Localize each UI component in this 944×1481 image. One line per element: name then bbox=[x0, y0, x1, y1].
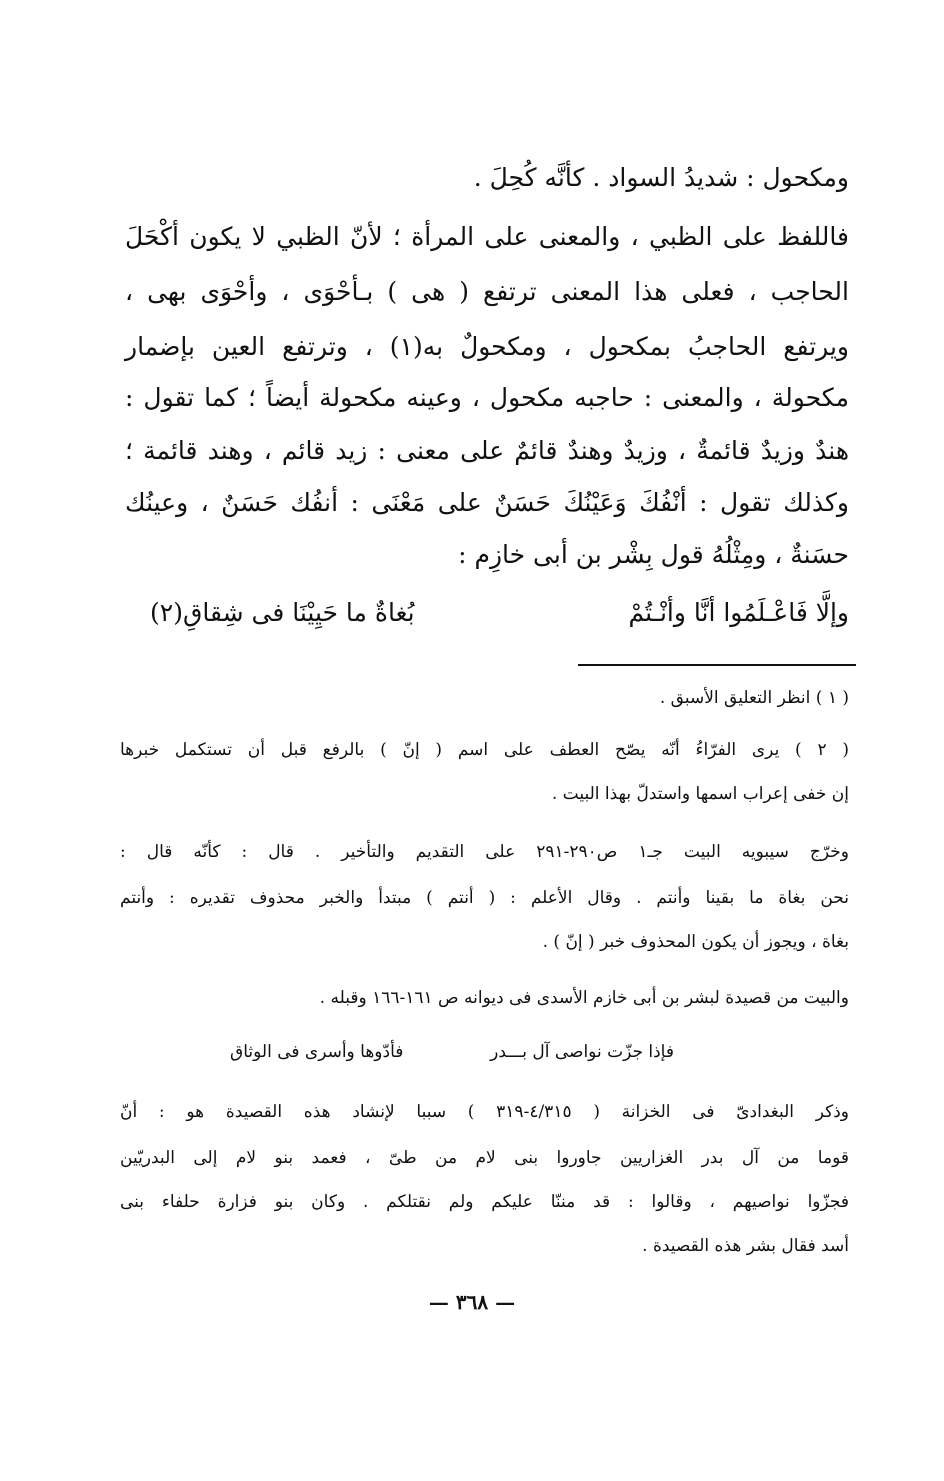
note-para-2: والبيت من قصيدة لبشر بن أبى خازم الأسدى فى ديوانه ص ١٦١-١٦٦ وقبله . bbox=[319, 988, 849, 1008]
footnote-2-line-2: إن خفى إعراب اسمها واستدلّ بهذا البيت . bbox=[551, 784, 849, 804]
main-line-6: هندٌ وزيدٌ قائمةٌ ، وزيدٌ وهندٌ قائمٌ على معنى : زيد قائم ، وهند قائمة ؛ bbox=[125, 436, 849, 465]
verse-first-hemistich: وإلَّا فَاعْـلَمُوا أنَّا وأنْـتُمْ bbox=[628, 598, 849, 627]
footnote-separator bbox=[578, 664, 856, 666]
note-para-3-line-1: وذكر البغدادىّ فى الخزانة ( ٤/٣١٥-٣١٩ ) سببا لإنشاد هذه القصيدة هو : أنّ bbox=[120, 1102, 849, 1122]
note-para-1-line-1: وخرّج سيبويه البيت جـ١ ص٢٩٠-٢٩١ على التقديم والتأخير . قال : كأنّه قال : bbox=[120, 842, 849, 862]
note-para-3-line-4: أسد فقال بشر هذه القصيدة . bbox=[642, 1236, 849, 1256]
main-line-4: ويرتفع الحاجبُ بمكحول ، ومكحولٌ به(١) ، وترتفع العين بإضمار bbox=[125, 332, 849, 361]
footnote-2-line-1: ( ٢ ) يرى الفرّاءُ أنّه يصّح العطف على اسم ( إنّ ) بالرفع قبل أن تستكمل خبرها bbox=[120, 740, 849, 760]
main-line-7: وكذلك تقول : أنْفُكَ وَعَيْنُكَ حَسَنٌ على مَعْنَى : أنفُك حَسَنٌ ، وعينُك bbox=[125, 488, 849, 517]
main-line-5: مكحولة ، والمعنى : حاجبه مكحول ، وعينه مكحولة أيضاً ؛ كما تقول : bbox=[125, 383, 849, 412]
main-line-8: حسَنةٌ ، ومِثْلُهُ قول بِشْر بن أبى خازِم : bbox=[458, 540, 849, 569]
main-line-2: فاللفظ على الظبي ، والمعنى على المرأة ؛ لأنّ الظبي لا يكون أكْحَلَ bbox=[125, 222, 849, 251]
note-para-3-line-3: فجزّوا نواصيهم ، وقالوا : قد مننّا عليكم ولم نقتلكم . وكان بنو فزارة حلفاء بنى bbox=[120, 1192, 849, 1212]
note-para-1-line-2: نحن بغاة ما بقينا وأنتم . وقال الأعلم : ( أنتم ) مبتدأ والخبر محذوف تقديره : وأنتم bbox=[120, 888, 849, 908]
page-number: — ٣٦٨ — bbox=[428, 1290, 516, 1314]
main-line-1: ومكحول : شديدُ السواد . كأنَّه كُحِلَ . bbox=[473, 163, 849, 192]
footnote-1: ( ١ ) انظر التعليق الأسبق . bbox=[659, 688, 849, 708]
note-para-3-line-2: قوما من آل بدر الغزاريين جاوروا بنى لام من طىّ ، فعمد بنو لام إلى البدريّين bbox=[120, 1148, 849, 1168]
note-verse-first-hemistich: فإذا جزّت نواصى آل بـــدر bbox=[490, 1042, 674, 1062]
main-line-3: الحاجب ، فعلى هذا المعنى ترتفع ( هى ) بـأحْوَى ، وأحْوَى بهى ، bbox=[125, 277, 849, 306]
note-verse-second-hemistich: فأدّوها وأسرى فى الوثاق bbox=[230, 1042, 404, 1062]
note-para-1-line-3: بغاة ، ويجوز أن يكون المحذوف خبر ( إنّ ) . bbox=[542, 932, 849, 952]
verse-second-hemistich: بُغاةٌ ما حَيِيْنَا فى شِقاقِ(٢) bbox=[150, 598, 415, 627]
